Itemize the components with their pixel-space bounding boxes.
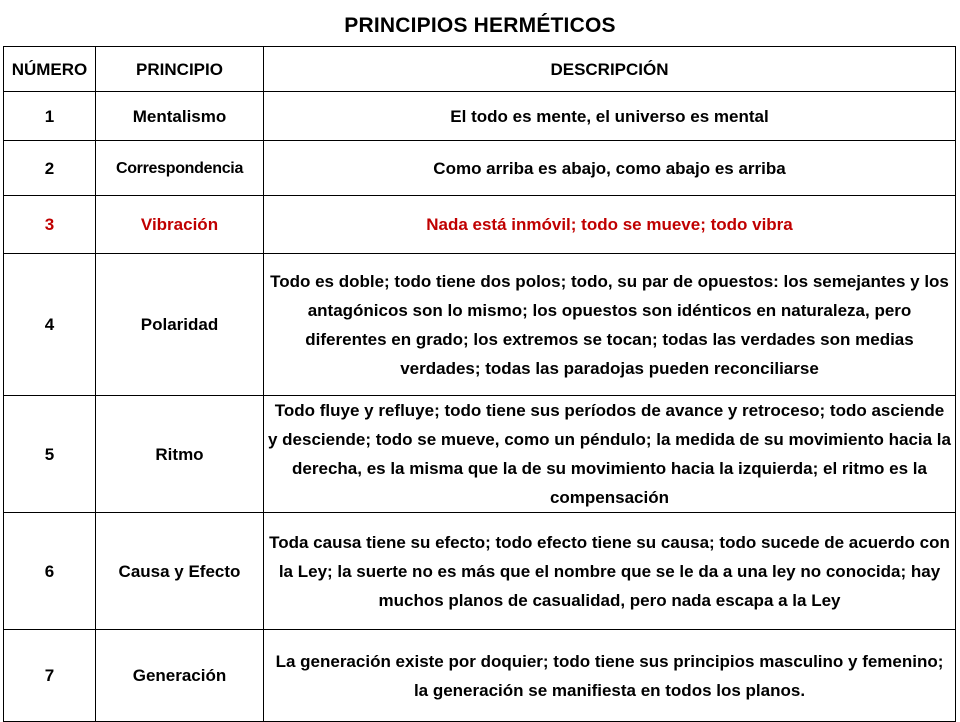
row-principle: Causa y Efecto [96, 513, 264, 630]
row-description: La generación existe por doquier; todo tiene sus principios masculino y femenino; la generación se manifiesta en todos los planos. [264, 630, 956, 722]
table-row [4, 513, 956, 630]
row-description: Toda causa tiene su efecto; todo efecto tiene su causa; todo sucede de acuerdo con la Ley; la suerte no es más que el nombre que se le da a una ley no conocida; hay muchos planos de casualidad, pero nada escapa a la Ley [264, 513, 956, 630]
row-principle: Polaridad [96, 254, 264, 396]
principles-table [3, 46, 956, 722]
table-header-row [4, 47, 956, 92]
row-description: Como arriba es abajo, como abajo es arriba [264, 141, 956, 196]
row-principle: Generación [96, 630, 264, 722]
table-row [4, 254, 956, 396]
row-description: Todo fluye y refluye; todo tiene sus períodos de avance y retroceso; todo asciende y desciende; todo se mueve, como un péndulo; la medida de su movimiento hacia la derecha, es la misma que la de su movimiento hacia la izquierda; el ritmo es la compensación [264, 396, 956, 513]
header-principle: PRINCIPIO [96, 47, 264, 92]
row-principle: Correspondencia [96, 141, 264, 196]
header-number: NÚMERO [4, 47, 96, 92]
row-number: 4 [4, 254, 96, 396]
row-principle: Mentalismo [96, 92, 264, 141]
row-description: Nada está inmóvil; todo se mueve; todo vibra [264, 196, 956, 254]
row-number: 1 [4, 92, 96, 141]
row-number: 5 [4, 396, 96, 513]
row-principle: Ritmo [96, 396, 264, 513]
row-number: 2 [4, 141, 96, 196]
table-row [4, 92, 956, 141]
table-row [4, 141, 956, 196]
header-description: DESCRIPCIÓN [264, 47, 956, 92]
row-principle: Vibración [96, 196, 264, 254]
row-number: 6 [4, 513, 96, 630]
table-row-highlighted [4, 196, 956, 254]
table-row [4, 630, 956, 722]
table-row [4, 396, 956, 513]
row-description: Todo es doble; todo tiene dos polos; todo, su par de opuestos: los semejantes y los antagónicos son lo mismo; los opuestos son idénticos en naturaleza, pero diferentes en grado; los extremos se tocan; todas las verdades son medias verdades; todas las paradojas pueden reconciliarse [264, 254, 956, 396]
row-description: El todo es mente, el universo es mental [264, 92, 956, 141]
row-number: 7 [4, 630, 96, 722]
row-number: 3 [4, 196, 96, 254]
page-title: PRINCIPIOS HERMÉTICOS [344, 14, 616, 37]
